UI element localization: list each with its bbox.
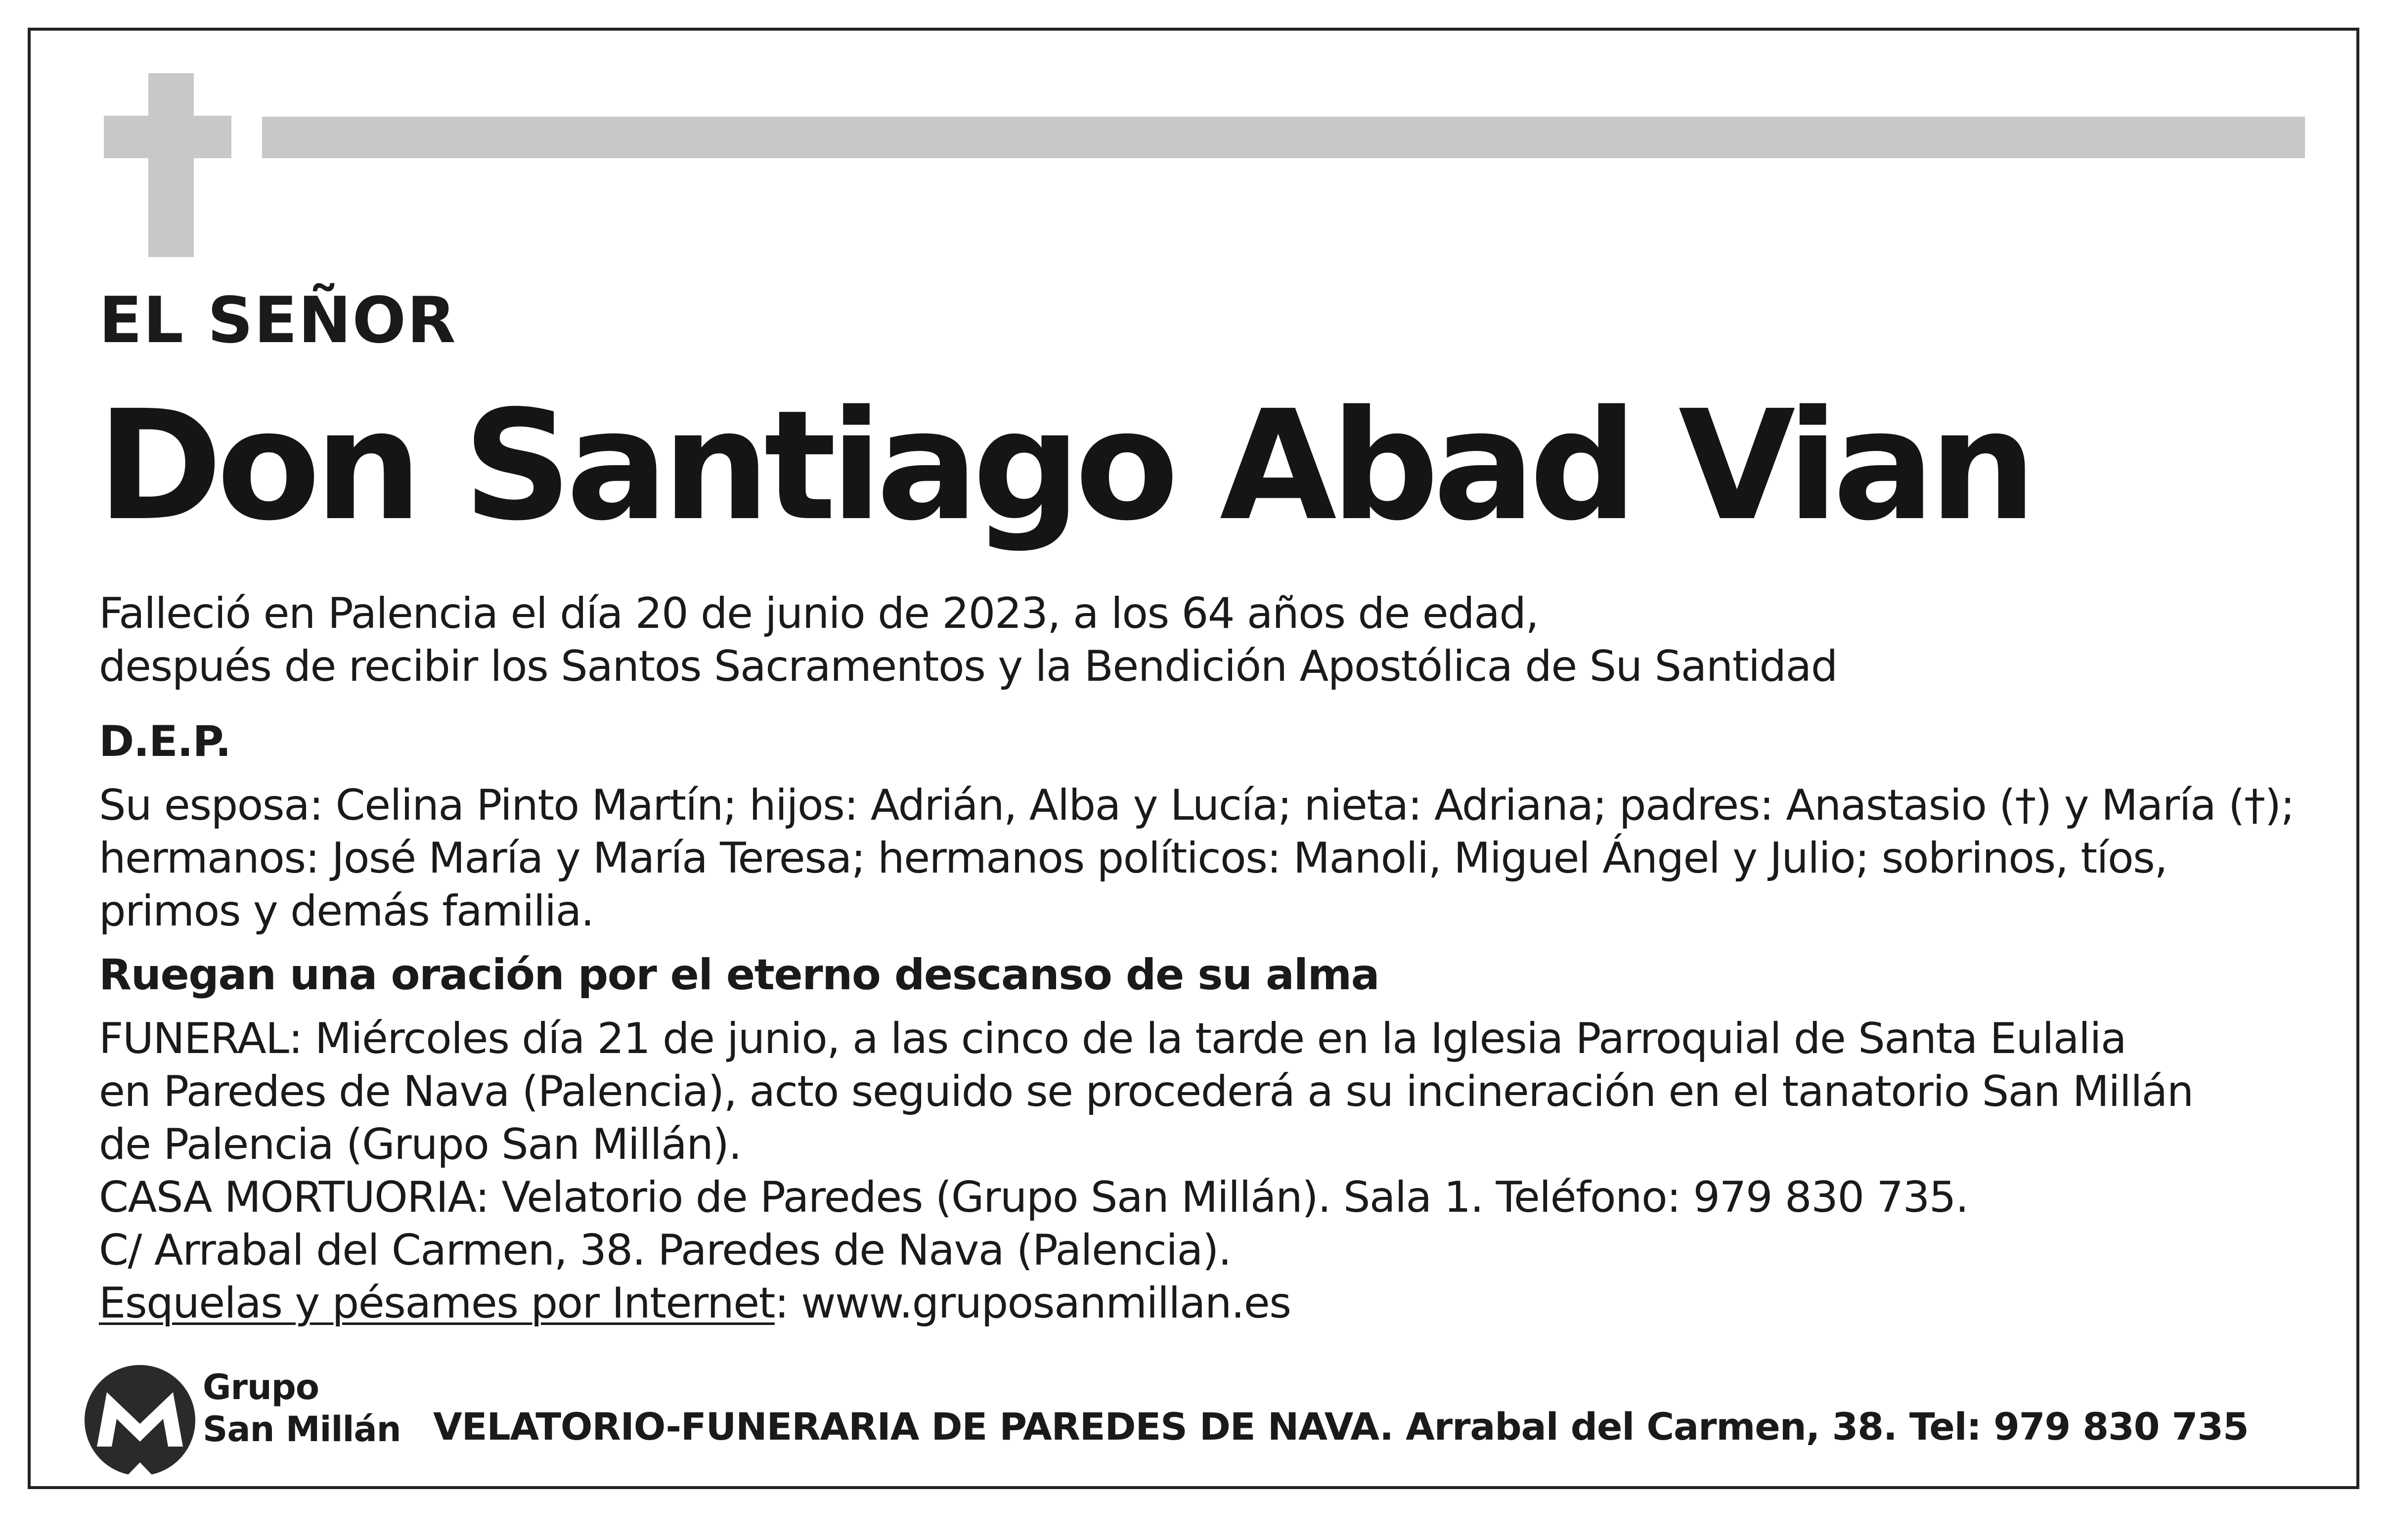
internet-separator: :	[774, 1278, 801, 1328]
prayer-request: Ruegan una oración por el eterno descanso de su alma	[99, 950, 1379, 1000]
family-line: hermanos: José María y María Teresa; hermanos políticos: Manoli, Miguel Ángel y Julio; sobrinos, tíos,	[99, 834, 2168, 883]
family-line: primos y demás familia.	[99, 886, 594, 936]
family-line: Su esposa: Celina Pinto Martín; hijos: Adrián, Alba y Lucía; nieta: Adriana; padres: Anastasio (†) y María (†);	[99, 781, 2295, 830]
mortuary-house-line: CASA MORTUORIA: Velatorio de Paredes (Grupo San Millán). Sala 1. Teléfono: 979 830 735.	[99, 1173, 1968, 1222]
dep-label: D.E.P.	[99, 717, 231, 766]
website-link[interactable]: www.gruposanmillan.es	[801, 1278, 1291, 1328]
sacraments-line: después de recibir los Santos Sacramentos y la Bendición Apostólica de Su Santidad	[99, 642, 1837, 691]
address-line: C/ Arrabal del Carmen, 38. Paredes de Nava (Palencia).	[99, 1226, 1231, 1275]
deceased-name: Don Santiago Abad Vian	[97, 378, 2031, 554]
decorative-bar	[262, 117, 2305, 158]
funeral-line: de Palencia (Grupo San Millán).	[99, 1120, 742, 1169]
logo-line: Grupo	[203, 1367, 319, 1408]
cross-icon-vertical	[148, 73, 194, 257]
internet-line	[99, 1276, 1291, 1330]
internet-label: Esquelas y pésames por Internet	[99, 1278, 775, 1328]
funeral-line: FUNERAL: Miércoles día 21 de junio, a las cinco de la tarde en la Iglesia Parroquial de Santa Eulalia	[99, 1014, 2126, 1063]
cross-icon-horizontal	[104, 116, 231, 158]
logo-line: San Millán	[203, 1409, 401, 1450]
grupo-san-millan-logo-icon	[83, 1364, 197, 1477]
honorific: EL SEÑOR	[99, 284, 457, 357]
funeral-home-footer: VELATORIO-FUNERARIA DE PAREDES DE NAVA. Arrabal del Carmen, 38. Tel: 979 830 735	[433, 1405, 2249, 1449]
logo-wordmark	[203, 1366, 401, 1451]
death-info-line: Falleció en Palencia el día 20 de junio de 2023, a los 64 años de edad,	[99, 589, 1539, 638]
funeral-line: en Paredes de Nava (Palencia), acto seguido se procederá a su incineración en el tanatorio San Millán	[99, 1067, 2193, 1116]
